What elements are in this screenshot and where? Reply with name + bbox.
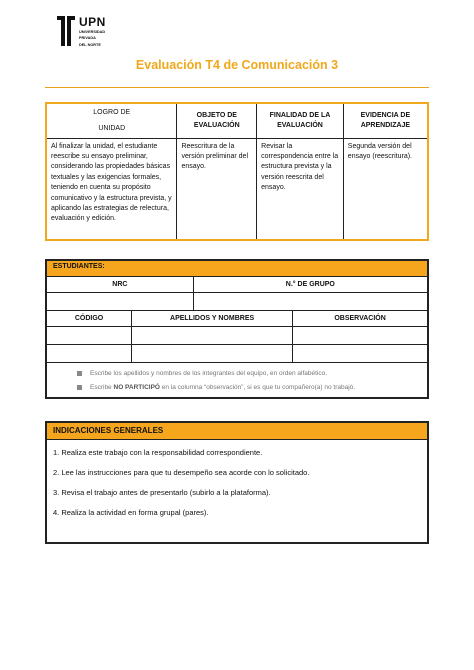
logo-subtitle-1: UNIVERSIDAD — [79, 30, 106, 34]
instruction-item-2: 2. Lee las instrucciones para que tu desempeño sea acorde con lo solicitado. — [53, 467, 310, 477]
observation-header: OBSERVACIÓN — [293, 310, 428, 326]
cell-objeto: Reescritura de la versión preliminar del ensayo. — [177, 138, 257, 240]
square-bullet-icon — [77, 385, 82, 390]
code-field-1[interactable] — [46, 326, 132, 344]
page-title: Evaluación T4 de Comunicación 3 — [135, 58, 339, 72]
instruction-item-3: 3. Revisa el trabajo antes de presentarlo (subirlo a la plataforma). — [53, 487, 271, 497]
evaluation-table — [45, 102, 429, 241]
upn-logo — [57, 16, 106, 47]
instruction-item-4: 4. Realiza la actividad en forma grupal (pares). — [53, 507, 209, 517]
code-field-2[interactable] — [46, 344, 132, 362]
cell-evidencia: Segunda versión del ensayo (reescritura). — [343, 138, 428, 240]
note-alphabetical — [46, 362, 428, 380]
instruction-item-1: 1. Realiza este trabajo con la responsabilidad correspondiente. — [53, 447, 263, 457]
note-2-pre: Escribe — [90, 384, 112, 391]
students-heading: ESTUDIANTES: — [46, 260, 428, 276]
names-header: APELLIDOS Y NOMBRES — [132, 310, 293, 326]
note-2-post: en la columna “observación”, si es que tu compañero(a) no trabajó. — [161, 384, 356, 391]
instructions-list — [46, 439, 428, 543]
observation-field-1[interactable] — [293, 326, 428, 344]
names-field-1[interactable] — [132, 326, 293, 344]
students-table — [45, 259, 429, 399]
cell-finalidad: Revisar la correspondencia entre la estructura prevista y la versión reescrita del ensayo. — [257, 138, 344, 240]
header-finalidad: FINALIDAD DE LA EVALUACIÓN — [257, 103, 344, 138]
logo-name: UPN — [79, 15, 106, 29]
upn-logo-icon — [57, 16, 75, 46]
group-header: N.° DE GRUPO — [193, 276, 428, 292]
instructions-heading: INDICACIONES GENERALES — [46, 422, 428, 439]
group-field[interactable] — [193, 292, 428, 310]
header-logro — [46, 103, 177, 138]
names-field-2[interactable] — [132, 344, 293, 362]
nrc-field[interactable] — [46, 292, 193, 310]
observation-field-2[interactable] — [293, 344, 428, 362]
nrc-header: NRC — [46, 276, 193, 292]
logo-subtitle-2: PRIVADA — [79, 36, 96, 41]
header-logro-line1: LOGRO DE — [93, 108, 131, 116]
header-logro-line2: UNIDAD — [98, 124, 126, 132]
note-1-text: Escribe los apellidos y nombres de los integrantes del equipo, en orden alfabético. — [90, 369, 328, 377]
title-divider — [45, 87, 429, 88]
note-2-bold: NO PARTICIPÓ — [113, 384, 160, 391]
general-instructions-table — [45, 421, 429, 544]
square-bullet-icon — [77, 371, 82, 376]
code-header: CÓDIGO — [46, 310, 132, 326]
cell-logro: Al finalizar la unidad, el estudiante reescribe su ensayo preliminar, considerando las propiedades básicas textuales y las exigencias formales, teniendo en cuenta su propósito comunicativo y la estructura prevista, y aplicando las estrategias de relectura, evaluación y edición. — [46, 138, 177, 240]
header-evidencia: EVIDENCIA DE APRENDIZAJE — [343, 103, 428, 138]
header-objeto: OBJETO DE EVALUACIÓN — [177, 103, 257, 138]
logo-subtitle-3: DEL NORTE — [79, 42, 101, 47]
note-not-participated — [46, 380, 428, 398]
